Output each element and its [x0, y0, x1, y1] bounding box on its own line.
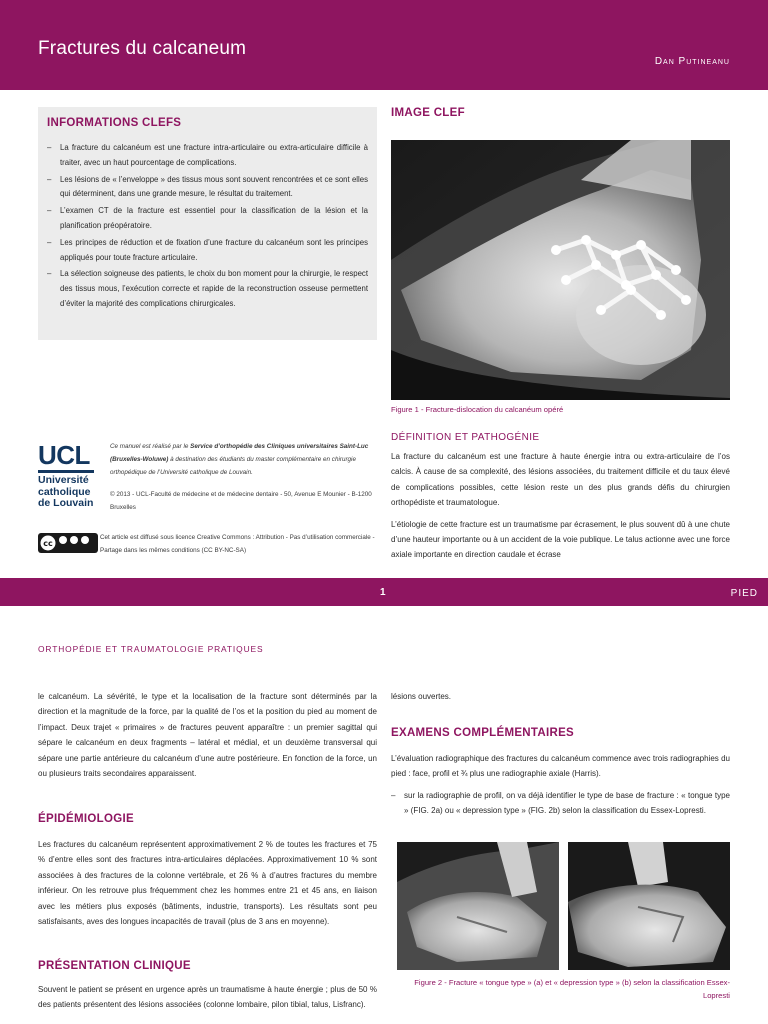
- ucl-logo-bar: [38, 470, 94, 473]
- definition-paragraph: La fracture du calcanéum est une fracture à haute énergie intra ou extra-articulaire de l’os calcis. À cause de sa complexité, des lésions associées, du traitement difficile et du taux élevé de complications possibles, cette lésion reste un des plus grands défis du chirurgien orthopédiste et traumatologue.: [391, 452, 730, 508]
- key-info-box: [38, 107, 377, 340]
- continuation-paragraph: le calcanéum. La sévérité, le type et la localisation de la fracture sont déterminés par la direction et la magnitude de la force, par la qualité de l’os et la position du pied au moment de l’impact. Deux trajet « primaires » de fractures peuvent apparaître : un premier sagittal qui sépare le calcanéum en deux fragments – latéral et médial, et un deuxième transversal qui sépare une partie antérieure du calcanéum d’une autre postérieure. En fonction de la force, un ou plusieurs traits secondaires apparaissent.: [38, 692, 377, 779]
- definition-heading: DÉFINITION ET PATHOGÉNIE: [391, 432, 540, 443]
- definition-paragraph: L’étiologie de cette fracture est un traumatisme par écrasement, le plus souvent dû à une chute d’une hauteur importante ou à un accident de la voie publique. Le talus actionne avec une force axiale importante en direction caudale et écrase: [391, 519, 730, 560]
- page-number: 1: [380, 587, 386, 598]
- running-head: ORTHOPÉDIE ET TRAUMATOLOGIE PRATIQUES: [38, 644, 264, 654]
- exams-heading: EXAMENS COMPLÉMENTAIRES: [391, 727, 575, 739]
- figure-2b-xray: [568, 842, 730, 970]
- ucl-logo: [38, 442, 94, 510]
- key-image-heading: IMAGE CLEF: [391, 107, 465, 119]
- ucl-logo-line: catholique: [38, 485, 91, 498]
- exams-bullet: – sur la radiographie de profil, on va déjà identifier le type de base de fracture : « tongue type » (FIG. 2a) ou « depression type » (FIG. 2b) selon la classification du Essex-Lopresti.: [391, 788, 730, 819]
- epidemiology-text: Les fractures du calcanéum représentent approximativement 2 % de toutes les fractures et 75 % d’entre elles sont des fractures intra-articulaires déplacées. Approximativement 10 % sont associées à des fractures de la colonne vertébrale, et 26 % à d’autres fractures du membre inférieur. On les retrouve plus fréquemment chez les hommes entre 21 et 45 ans, en liaison avec les métiers plus exposés (bâtiments, industrie, transports). Les résultats sont peu satisfaisants, aves des longues incapacités de travail (plus de 3 ans en moyenne).: [38, 840, 377, 927]
- key-info-item: – L’examen CT de la fracture est essentiel pour la classification de la lésion et la planification préopératoire.: [47, 204, 368, 234]
- right-top-line: lésions ouvertes.: [391, 692, 452, 701]
- ucl-logo-line: de Louvain: [38, 497, 94, 509]
- key-xray-image: [391, 140, 730, 400]
- depression-type-xray-illustration: [568, 842, 730, 970]
- section-label: PIED: [730, 588, 758, 599]
- key-info-item: – Les lésions de « l’enveloppe » des tissus mous sont souvent rencontrées et ce sont elles qui déterminent, dans une grande mesure, le résultat du traitement.: [47, 173, 368, 203]
- clinical-text: Souvent le patient se présent en urgence après un traumatisme à haute énergie ; plus de 50 % des patients présentent des lésions associées (colonne lombaire, pilon tibial, talus, Lisfranc).: [38, 985, 377, 1010]
- exams-text: L’évaluation radiographique des fractures du calcanéum commence avec trois radiographies du pied : face, profil et ¾ plus une radiographie axiale (Harris).: [391, 754, 730, 779]
- article-title: Fractures du calcaneum: [38, 38, 247, 59]
- intro-service-name: Service d’orthopédie des Cliniques universitaires Saint-Luc (Bruxelles-Woluwe): [110, 443, 369, 464]
- intro-prefix: Ce manuel est réalisé par le: [110, 443, 191, 450]
- key-info-heading: INFORMATIONS CLEFS: [47, 117, 182, 129]
- page2-left-column: [38, 689, 377, 787]
- epidemiology-heading: ÉPIDÉMIOLOGIE: [38, 813, 134, 825]
- intro-suffix: à destination des étudiants du master complémentaire en chirurgie orthopédique de l’Université catholique de Louvain.: [110, 456, 356, 477]
- manual-intro-note: [110, 440, 378, 480]
- definition-text: [391, 449, 730, 569]
- key-info-list: [47, 141, 368, 312]
- author-name: Dan Putineanu: [654, 56, 730, 67]
- key-info-item: – La fracture du calcanéum est une fracture intra-articulaire ou extra-articulaire difficile à traiter, avec un haut pourcentage de complications.: [47, 141, 368, 171]
- ucl-logo-line: Université: [38, 474, 89, 486]
- copyright-note: © 2013 - UCL-Faculté de médecine et de médecine dentaire - 50, Avenue E Mounier - B-1200 Bruxelles: [110, 491, 372, 512]
- key-info-item: – La sélection soigneuse des patients, le choix du bon moment pour la chirurgie, le respect des tissus mous, l’exécution correcte et rapide de la reconstruction osseuse permettent d’éviter la majorité des complications chirurgicales.: [47, 267, 368, 311]
- svg-text:cc: cc: [43, 539, 53, 548]
- page-footer-band: [0, 578, 768, 606]
- figure-2-caption: Figure 2 - Fracture « tongue type » (a) et « depression type » (b) selon la classification Essex-Lopresti: [414, 978, 730, 1000]
- cc-icon: [38, 533, 98, 553]
- tongue-type-xray-illustration: [397, 842, 559, 970]
- license-note: Cet article est diffusé sous licence Creative Commons : Attribution - Pas d’utilisation commerciale - Partage dans les mêmes conditions (CC BY-NC-SA): [100, 534, 375, 555]
- creative-commons-badge: [38, 533, 98, 553]
- foot-xray-illustration: [391, 140, 730, 400]
- figure-1-caption: Figure 1 - Fracture-dislocation du calcanéum opéré: [391, 405, 564, 414]
- clinical-heading: PRÉSENTATION CLINIQUE: [38, 960, 191, 972]
- figure-2a-xray: [397, 842, 559, 970]
- ucl-logo-letters: UCL: [38, 440, 90, 470]
- page-header-band: [0, 0, 768, 90]
- key-info-item: – Les principes de réduction et de fixation d’une fracture du calcanéum sont les principes appliqués pour toute fracture articulaire.: [47, 236, 368, 266]
